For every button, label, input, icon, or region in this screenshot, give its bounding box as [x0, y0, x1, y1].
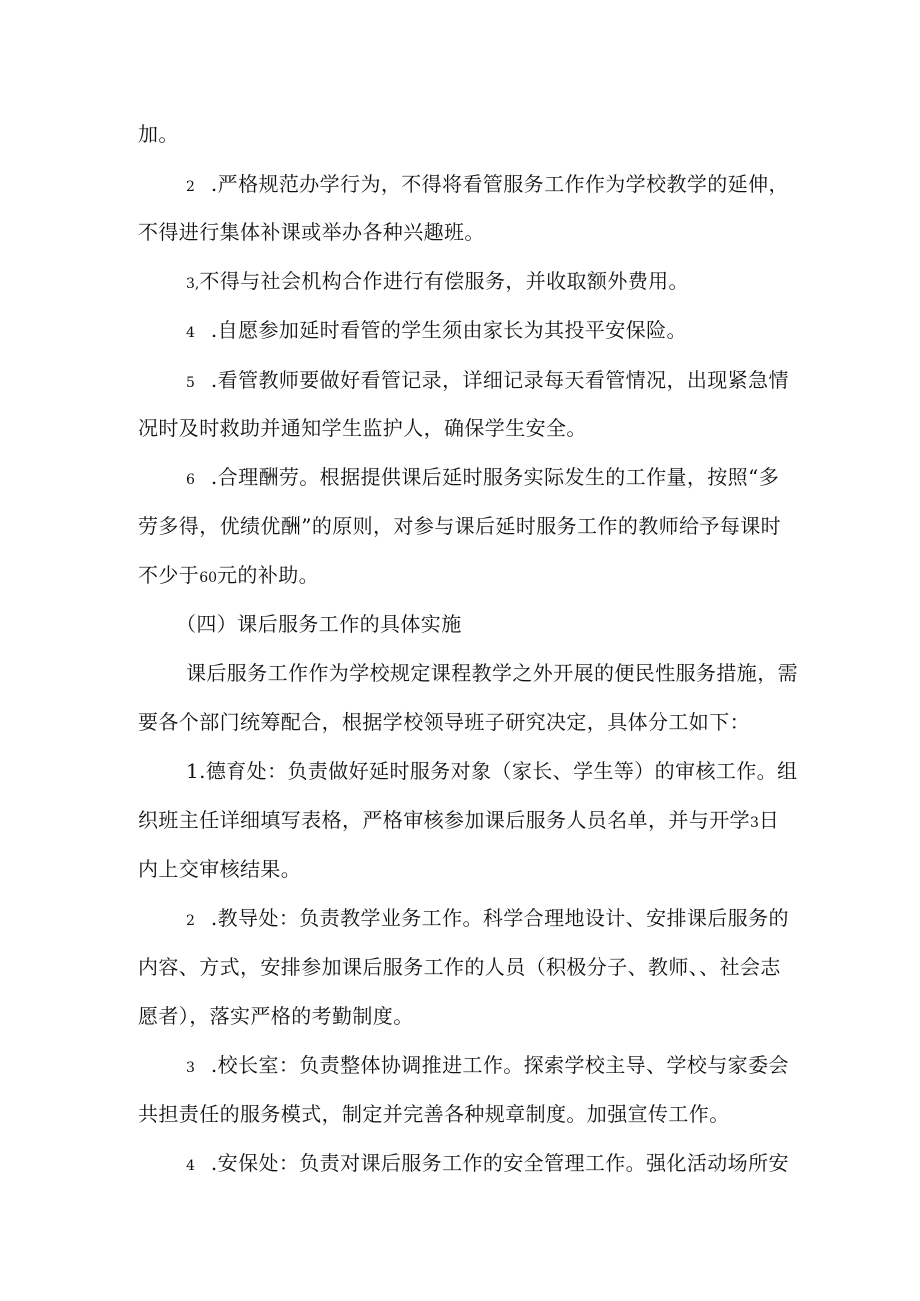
line-text: 愿者），落实严格的考勤制度。	[138, 1004, 414, 1028]
heading-text: （四）课后服务工作的具体实施	[176, 612, 462, 636]
list-item-line	[186, 904, 789, 935]
line-text: 元的补助。	[217, 563, 320, 587]
list-number: 5	[186, 375, 195, 391]
paragraph-line	[138, 708, 750, 736]
section-heading	[176, 610, 462, 638]
day-number: 3	[750, 815, 759, 831]
line-text: 劳多得，优绩优酬”的原则，对参与课后延时服务工作的教师给予每课时	[138, 514, 782, 538]
line-text: 内容、方式，安排参加课后服务工作的人员（积极分子、教师、、社会志	[138, 955, 781, 979]
paragraph-line	[138, 1002, 414, 1030]
line-text: 要各个部门统筹配合，根据学校领导班子研究决定，具体分工如下：	[138, 710, 750, 734]
paragraph-line	[186, 659, 798, 687]
line-text: .严格规范办学行为，不得将看管服务工作作为学校教学的延伸，	[210, 172, 789, 196]
line-text: 加。	[138, 122, 179, 146]
line-text: 不得与社会机构合作进行有偿服务，并收取额外费用。	[199, 269, 689, 293]
list-number: 4	[186, 1158, 195, 1174]
line-text: .校长室：负责整体协调推进工作。探索学校主导、学校与家委会	[210, 1053, 789, 1077]
line-text: 课后服务工作作为学校规定课程教学之外开展的便民性服务措施，需	[186, 661, 798, 685]
line-text: .合理酬劳。根据提供课后延时服务实际发生的工作量，按照“多	[210, 465, 780, 489]
list-number: 3	[186, 1060, 195, 1076]
amount-number: 60	[199, 570, 218, 586]
list-item-line	[186, 757, 797, 785]
list-item-line	[186, 1051, 789, 1082]
line-text: 不得进行集体补课或举办各种兴趣班。	[138, 220, 485, 244]
paragraph-line	[138, 855, 301, 883]
line-text: 织班主任详细填写表格，严格审核参加课后服务人员名单，并与开学	[138, 808, 750, 832]
list-item-line	[186, 366, 789, 397]
line-text: 1.德育处：负责做好延时服务对象（家长、学生等）的审核工作。组	[186, 759, 798, 783]
line-text: .看管教师要做好看管记录，详细记录每天看管情况，出现紧急情	[210, 368, 789, 392]
line-text: .教导处：负责教学业务工作。科学合理地设计、安排课后服务的	[210, 906, 789, 930]
paragraph-line	[138, 512, 781, 540]
list-number: 2	[186, 179, 195, 195]
list-item-line	[186, 1149, 789, 1180]
paragraph-line	[138, 218, 485, 246]
list-item-line	[186, 170, 789, 201]
paragraph-line	[138, 561, 319, 592]
list-number: 3,	[186, 276, 200, 292]
line-text: .自愿参加延时看管的学生须由家长为其投平安保险。	[210, 318, 687, 342]
list-number: 4	[186, 325, 195, 341]
paragraph-line	[138, 953, 781, 981]
line-text: 日	[758, 808, 780, 832]
line-text: .安保处：负责对课后服务工作的安全管理工作。强化活动场所安	[210, 1151, 789, 1175]
line-text: 内上交审核结果。	[138, 857, 302, 881]
paragraph-line	[138, 806, 779, 837]
paragraph-line	[138, 1100, 730, 1128]
line-text: 不少于	[138, 563, 200, 587]
line-text: 况时及时救助并通知学生监护人，确保学生安全。	[138, 416, 587, 440]
paragraph-line	[138, 414, 587, 442]
list-number: 2	[186, 913, 195, 929]
list-number: 6	[186, 472, 195, 488]
list-item-line	[186, 267, 689, 298]
list-item-line	[186, 463, 779, 494]
line-text: 共担责任的服务模式，制定并完善各种规章制度。加强宣传工作。	[138, 1102, 730, 1126]
list-item-line	[186, 316, 687, 347]
paragraph-line	[138, 120, 179, 148]
